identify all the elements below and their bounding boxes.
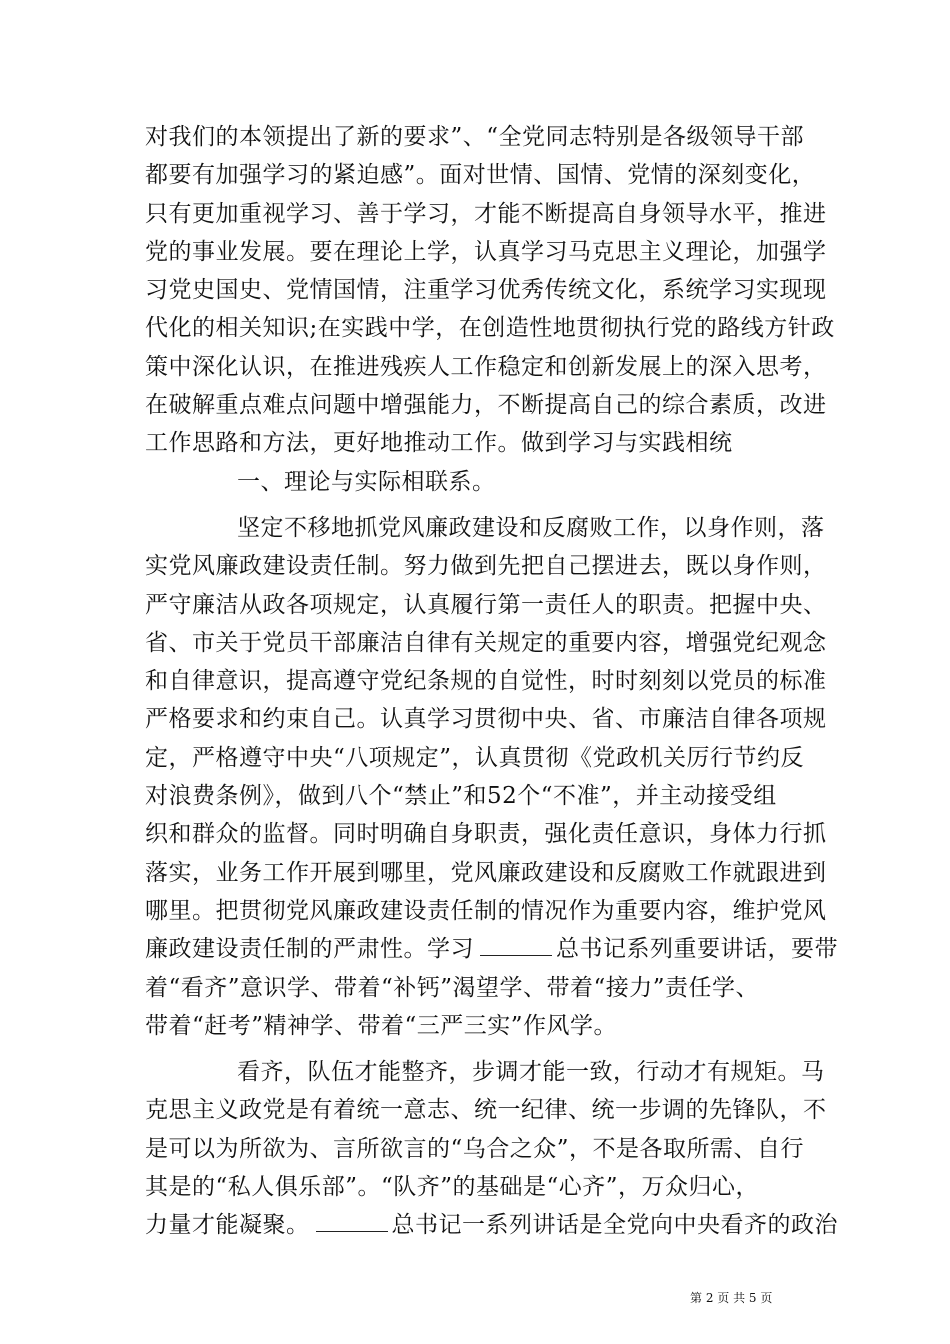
text-line: 严格要求和约束自己。认真学习贯彻中央、省、市廉洁自律各项规	[145, 706, 827, 733]
text-line: 实党风廉政建设责任制。努力做到先把自己摆进去，既以身作则，	[145, 553, 827, 580]
text-line: 对我们的本领提出了新的要求”、“全党同志特别是各级领导干部	[145, 124, 805, 150]
text-line: 落实，业务工作开展到哪里，党风廉政建设和反腐败工作就跟进到	[145, 859, 827, 886]
text-line: 哪里。把贯彻党风廉政建设责任制的情况作为重要内容，维护党风	[145, 897, 827, 924]
document-body	[145, 118, 838, 1245]
text-line: 只有更加重视学习、善于学习，才能不断提高自身领导水平，推进	[145, 200, 827, 227]
text-line: 着“看齐”意识学、带着“补钙”渴望学、带着“接力”责任学、	[145, 974, 760, 1001]
text-line: 在破解重点难点问题中增强能力，不断提高自己的综合素质，改进	[145, 392, 827, 419]
text-segment: 廉政建设责任制的严肃性。学习	[145, 936, 474, 963]
fill-in-blank	[316, 1213, 388, 1232]
text-line-with-blank	[145, 1206, 838, 1244]
text-line: 和自律意识，提高遵守党纪条规的自觉性，时时刻刻以党员的标准	[145, 668, 827, 695]
fill-in-blank	[480, 937, 552, 956]
text-line: 工作思路和方法，更好地推动工作。做到学习与实践相统	[145, 430, 733, 457]
page-number-footer: 第 2 页 共 5 页	[690, 1291, 773, 1305]
text-line: 党的事业发展。要在理论上学，认真学习马克思主义理论，加强学	[145, 238, 827, 265]
text-line: 代化的相关知识;在实践中学，在创造性地贯彻执行党的路线方针政	[145, 315, 835, 342]
text-line: 带着“赶考”精神学、带着“三严三实”作风学。	[145, 1012, 618, 1039]
text-line: 看齐，队伍才能整齐，步调才能一致，行动才有规矩。马	[237, 1059, 825, 1086]
text-line: 坚定不移地抓党风廉政建设和反腐败工作，以身作则，落	[237, 514, 825, 541]
text-line: 省、市关于党员干部廉洁自律有关规定的重要内容，增强党纪观念	[145, 629, 827, 656]
text-line: 是可以为所欲为、言所欲言的“乌合之众”，不是各取所需、自行	[145, 1135, 805, 1162]
text-line-with-blank	[145, 930, 838, 968]
text-line: 严守廉洁从政各项规定，认真履行第一责任人的职责。把握中央、	[145, 591, 827, 618]
text-line: 对浪费条例》，做到八个“禁止”和52个“不准”，并主动接受组	[145, 783, 777, 810]
text-line: 策中深化认识，在推进残疾人工作稳定和创新发展上的深入思考，	[145, 353, 827, 380]
text-line: 克思主义政党是有着统一意志、统一纪律、统一步调的先锋队，不	[145, 1097, 827, 1124]
text-line: 其是的“私人俱乐部”。“队齐”的基础是“心齐”，万众归心，	[145, 1174, 760, 1201]
text-segment: 总书记系列重要讲话，要带	[556, 936, 838, 963]
text-segment: 力量才能凝聚。	[145, 1212, 310, 1239]
section-heading: 一、理论与实际相联系。	[237, 468, 496, 495]
text-line: 织和群众的监督。同时明确自身职责，强化责任意识，身体力行抓	[145, 821, 827, 848]
text-line: 习党史国史、党情国情，注重学习优秀传统文化，系统学习实现现	[145, 277, 827, 304]
text-line: 定，严格遵守中央“八项规定”，认真贯彻《党政机关厉行节约反	[145, 744, 805, 771]
text-line: 都要有加强学习的紧迫感”。面对世情、国情、党情的深刻变化，	[145, 162, 816, 189]
text-segment: 总书记一系列讲话是全党向中央看齐的政治	[391, 1212, 838, 1239]
